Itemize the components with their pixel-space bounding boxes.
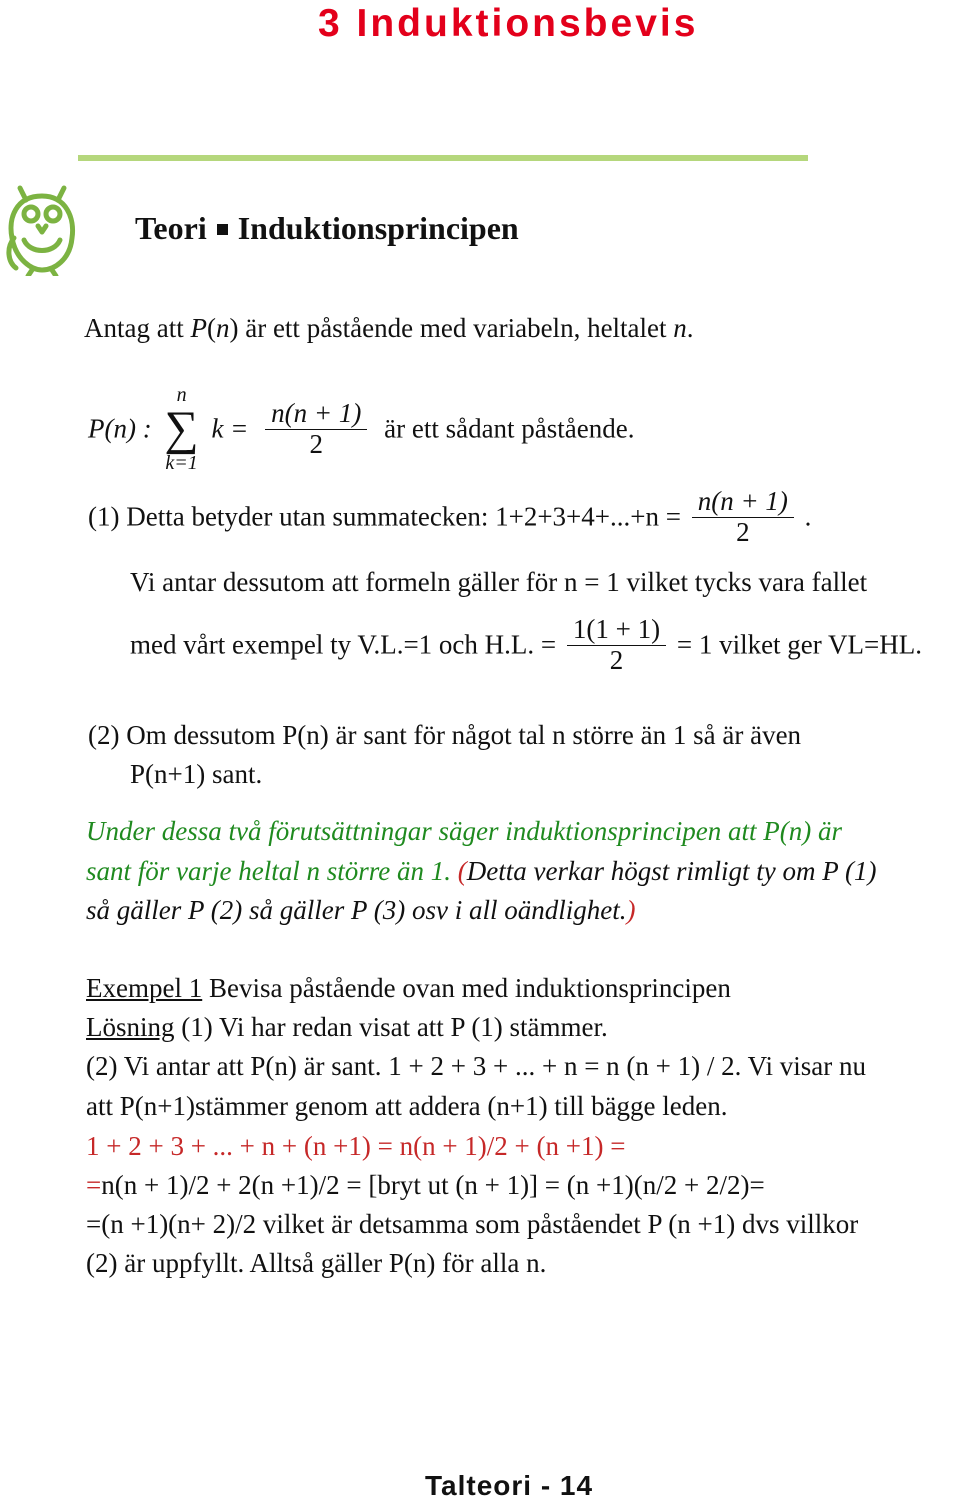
example-description: Bevisa påstående ovan med induktionsprincipen [202, 973, 731, 1003]
example-line3: (2) Vi antar att P(n) är sant. 1 + 2 + 3 + ... + n = n (n + 1) / 2. Vi visar nu [86, 1051, 867, 1081]
intro-var-n: n [215, 313, 230, 343]
item1-line [88, 487, 811, 547]
principle-paren-open: ( [451, 856, 467, 886]
item1-text: (1) Detta betyder utan summatecken: 1+2+3+4+...+n = [88, 501, 681, 532]
item2-line1: (2) Om dessutom P(n) är sant för något tal n större än 1 så är även [88, 720, 802, 750]
item1c-text: med vårt exempel ty V.L.=1 och H.L. = [130, 629, 557, 660]
sigma-icon: ∑ [164, 402, 199, 455]
example-line6-text: n(n + 1)/2 + 2(n +1)/2 = [bryt ut (n + 1)] = (n +1)(n/2 + 2/2)= [101, 1170, 765, 1200]
fraction-numerator: n(n + 1) [265, 399, 367, 430]
intro-text: Antag att [84, 313, 191, 343]
section-label: Teori [135, 210, 207, 246]
header-rule [78, 155, 808, 161]
section-topic: Induktionsprincipen [237, 210, 519, 246]
principle-line3 [86, 895, 635, 926]
sum-formula [88, 385, 635, 473]
example-line5: 1 + 2 + 3 + ... + n + (n +1) = n(n + 1)/2 + (n +1) = [86, 1131, 626, 1161]
solution-label: Lösning [86, 1012, 175, 1042]
solution-text: (1) Vi har redan visat att P (1) stämmer. [174, 1012, 608, 1042]
section-heading [135, 210, 519, 247]
intro-period: . [686, 313, 694, 343]
formula-fraction [265, 399, 367, 459]
formula-tail: är ett sådant påstående. [384, 413, 635, 444]
item1c-fraction [567, 615, 666, 675]
item1-fraction [692, 487, 794, 547]
item1b-line: Vi antar dessutom att formeln gäller för n = 1 vilket tycks vara fallet [130, 567, 868, 597]
item1-numerator: n(n + 1) [692, 487, 794, 518]
item1c-numerator: 1(1 + 1) [567, 615, 666, 646]
item1c-tail: = 1 vilket ger VL=HL. [676, 629, 923, 660]
intro-var-n2: n [673, 313, 687, 343]
formula-lhs: P(n) : [88, 413, 152, 444]
example-equals: = [86, 1170, 102, 1200]
chapter-title: 3 Induktionsbevis [318, 2, 699, 45]
principle-paren-close: ) [626, 895, 636, 925]
sum-upper: n [176, 384, 187, 406]
item1-end: . [804, 501, 812, 532]
fraction-denominator: 2 [309, 428, 323, 459]
intro-paragraph [84, 313, 694, 344]
intro-var: P [190, 313, 207, 343]
example-title: Exempel 1 [86, 973, 203, 1003]
bullet-square-icon [217, 224, 228, 235]
principle-line1: Under dessa två förutsättningar säger induktionsprincipen att P(n) är [86, 816, 842, 846]
formula-term: k = [211, 413, 249, 444]
intro-paren: ( [206, 313, 216, 343]
sum-symbol [164, 385, 198, 473]
example-line7: =(n +1)(n+ 2)/2 vilket är detsamma som påståendet P (n +1) dvs villkor [86, 1209, 859, 1239]
solution-line [86, 1012, 608, 1043]
example-line6 [86, 1170, 765, 1201]
principle-line2 [86, 856, 876, 887]
item1c-denominator: 2 [609, 644, 624, 675]
item2-line2: P(n+1) sant. [130, 759, 263, 789]
principle-note-2: så gäller P (2) så gäller P (3) osv i all oändlighet. [86, 895, 627, 925]
item1c-line [130, 615, 922, 675]
page-footer: Talteori - 14 [425, 1470, 594, 1501]
intro-text-2: ) är ett påstående med variabeln, heltalet [229, 313, 674, 343]
owl-icon [2, 178, 82, 276]
principle-note: Detta verkar högst rimligt ty om P (1) [466, 856, 877, 886]
principle-green: sant för varje heltal n större än 1. [86, 856, 451, 886]
example-line4: att P(n+1)stämmer genom att addera (n+1) till bägge leden. [86, 1091, 728, 1121]
example-title-line [86, 973, 731, 1004]
sum-lower: k=1 [165, 452, 198, 474]
example-line8: (2) är uppfyllt. Alltså gäller P(n) för alla n. [86, 1248, 547, 1278]
item1-denominator: 2 [736, 516, 750, 547]
